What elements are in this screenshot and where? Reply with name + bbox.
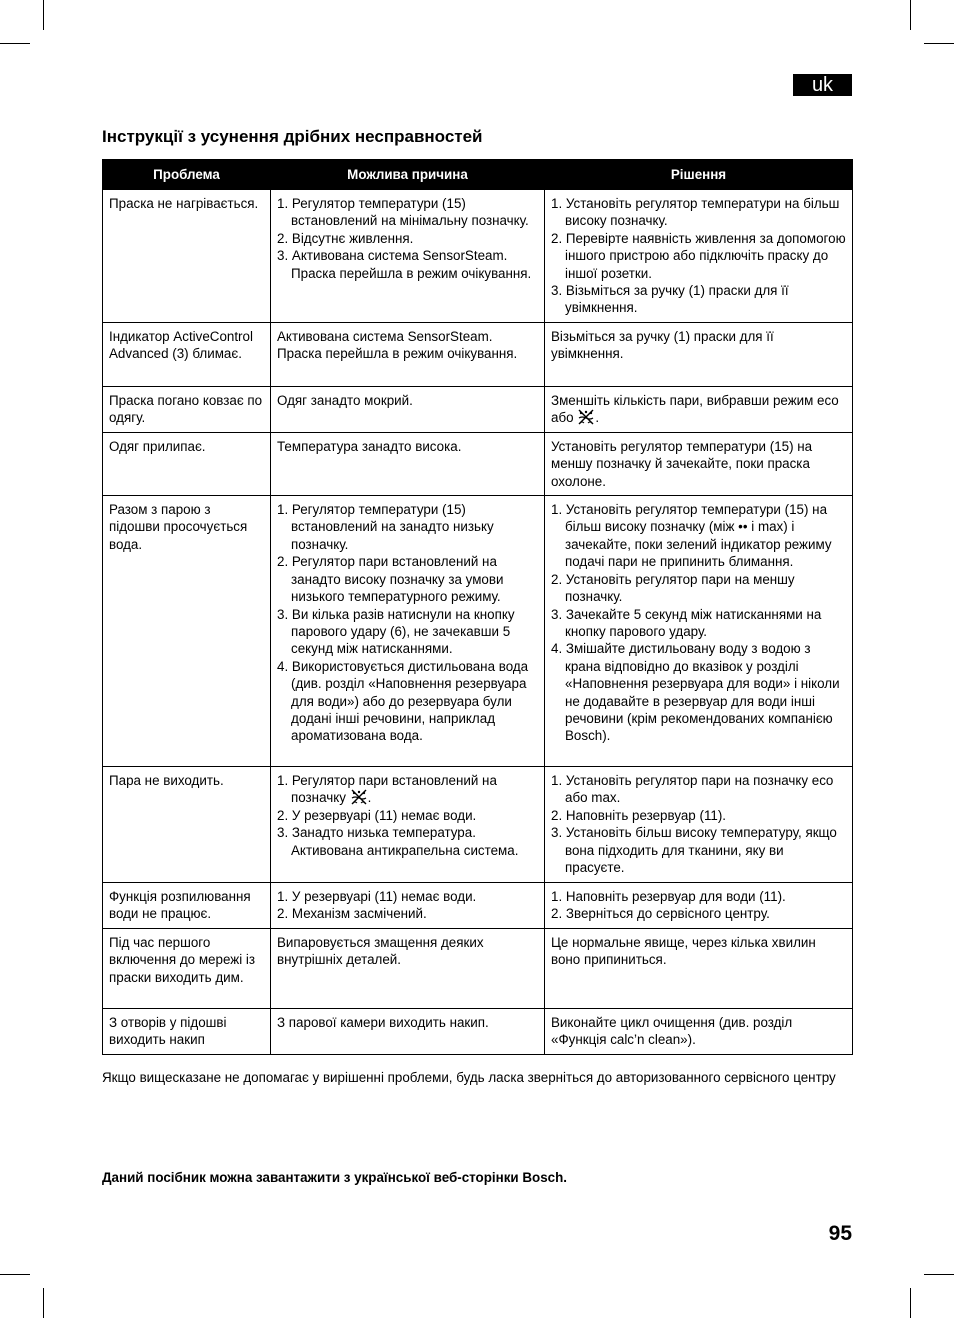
cause-cell: Температура занадто висока. xyxy=(271,432,545,495)
cause-list xyxy=(277,888,538,923)
cause-cell xyxy=(271,190,545,323)
cause-list xyxy=(277,195,538,282)
solution-text: Зменшіть кількість пари, вибравши режим eco або xyxy=(551,392,839,426)
solution-list xyxy=(551,501,846,745)
service-footnote: Якщо вищесказане не допомагає у вирішенні проблеми, будь ласка зверніться до авторизованного сервісного центру xyxy=(102,1070,836,1085)
solution-cell: Візьміться за ручку (1) праски для її увімкнення. xyxy=(545,322,853,386)
solution-cell: Виконайте цикл очищення (див. розділ «Функція calc’n clean»). xyxy=(545,1009,853,1055)
list-item: 2. Наповніть резервуар (11). xyxy=(551,807,727,823)
crossed-steam-icon xyxy=(350,789,368,805)
crop-mark xyxy=(924,1274,954,1275)
list-item: 1. Установіть регулятор температури на більш високу позначку. xyxy=(551,196,840,229)
list-item: 2. Установіть регулятор пари на меншу позначку. xyxy=(551,571,795,605)
column-header-solution: Рішення xyxy=(545,160,853,190)
list-item: 2. Регулятор пари встановлений на занадто високу позначку за умови низького температурного режиму. xyxy=(277,554,504,605)
solution-cell xyxy=(545,767,853,883)
list-item: 1. Регулятор температури (15) встановлений на занадто низьку позначку. xyxy=(277,502,494,552)
column-header-problem: Проблема xyxy=(103,160,271,190)
cause-cell xyxy=(271,496,545,767)
solution-cell: Це нормальне явище, через кілька хвилин воно припиниться. xyxy=(545,929,853,1009)
list-item xyxy=(277,772,538,807)
list-item: 3. Ви кілька разів натиснули на кнопку парового удару (6), не зачекавши 5 секунд між натисканнями. xyxy=(277,606,515,657)
table-header-row xyxy=(103,160,853,190)
problem-cell: Індикатор ActiveControl Advanced (3) блимає. xyxy=(103,322,271,386)
table-row xyxy=(103,883,853,929)
list-item: 3. Зачекайте 5 секунд між натисканнями на кнопку парового удару. xyxy=(551,606,822,639)
list-item: 3. Занадто низька температура. Активована антикрапельна система. xyxy=(277,825,519,858)
list-item: 1. Установіть регулятор пари на позначку eco або max. xyxy=(551,773,834,806)
solution-cell xyxy=(545,883,853,929)
cause-list xyxy=(277,772,538,859)
problem-cell: Пара не виходить. xyxy=(103,767,271,883)
list-item: 1. Наповніть резервуар для води (11). xyxy=(551,889,786,905)
list-item: 2. Відсутнє живлення. xyxy=(277,230,414,246)
list-item: 1. У резервуарі (11) немає води. xyxy=(277,889,477,905)
cause-cell: З парової камери виходить накип. xyxy=(271,1009,545,1055)
list-item: 2. Перевірте наявність живлення за допомогою іншого пристрою або підключіть праску до іншої розетки. xyxy=(551,230,846,281)
list-item: 3. Візьміться за ручку (1) праски для її увімкнення. xyxy=(551,283,789,316)
crop-mark xyxy=(924,43,954,44)
problem-cell: Праска погано ковзає по одягу. xyxy=(103,386,271,432)
crop-mark xyxy=(43,1288,44,1318)
page-number: 95 xyxy=(828,1222,852,1245)
list-item: 3. Активована система SensorSteam. Праска перейшла в режим очікування. xyxy=(277,248,532,281)
crop-mark xyxy=(0,43,30,44)
cause-cell xyxy=(271,883,545,929)
crop-mark xyxy=(910,1288,911,1318)
list-item: 4. Змішайте дистильовану воду з водою з крана відповідно до вказівок у розділі «Наповнення резервуара для води» і ніколи не додавайте в резервуар для води інші речовини (крім рекомендованих компанією Bosch). xyxy=(551,641,840,744)
solution-list xyxy=(551,772,846,876)
solution-list xyxy=(551,195,846,317)
crossed-steam-icon xyxy=(577,409,595,425)
list-item: 1. Установіть регулятор температури (15) на більш високу позначку (між •• і max) і зачекайте, поки зелений індикатор режиму подачі пари не припинить блимання. xyxy=(551,502,832,570)
crop-mark xyxy=(0,1274,30,1275)
cause-cell: Одяг занадто мокрий. xyxy=(271,386,545,432)
download-note: Даний посібник можна завантажити з української веб-сторінки Bosch. xyxy=(102,1170,567,1185)
language-badge: uk xyxy=(793,74,852,96)
cause-cell: Випаровується змащення деяких внутрішніх деталей. xyxy=(271,929,545,1009)
cause-cell xyxy=(271,767,545,883)
cause-list xyxy=(277,501,538,745)
table-row xyxy=(103,929,853,1009)
solution-cell xyxy=(545,386,853,432)
table-row xyxy=(103,1009,853,1055)
solution-cell xyxy=(545,496,853,767)
table-row xyxy=(103,190,853,323)
page-title: Інструкції з усунення дрібних несправностей xyxy=(102,127,483,146)
crop-mark xyxy=(910,0,911,30)
table-row xyxy=(103,322,853,386)
list-item: 2. Зверніться до сервісного центру. xyxy=(551,906,770,922)
cause-text-end: . xyxy=(367,790,372,806)
list-item: 1. Регулятор температури (15) встановлений на мінімальну позначку. xyxy=(277,196,529,229)
troubleshooting-table xyxy=(102,159,853,1055)
cause-text: 1. Регулятор пари встановлений на позначку xyxy=(277,773,497,806)
list-item: 4. Використовується дистильована вода (див. розділ «Наповнення резервуара для води») або до резервуара були додані інші речовини, наприклад ароматизована вода. xyxy=(277,658,529,744)
table-row xyxy=(103,386,853,432)
problem-cell: Одяг прилипає. xyxy=(103,432,271,495)
list-item: 2. Механізм засмічений. xyxy=(277,906,427,922)
solution-cell: Установіть регулятор температури (15) на меншу позначку й зачекайте, поки праска охолоне. xyxy=(545,432,853,495)
solution-cell xyxy=(545,190,853,323)
problem-cell: Під час першого включення до мережі із праски виходить дим. xyxy=(103,929,271,1009)
column-header-cause: Можлива причина xyxy=(271,160,545,190)
cause-cell: Активована система SensorSteam. Праска перейшла в режим очікування. xyxy=(271,322,545,386)
list-item: 3. Установіть більш високу температуру, якщо вона підходить для тканини, яку ви прасуєте. xyxy=(551,825,837,876)
problem-cell: З отворів у підошві виходить накип xyxy=(103,1009,271,1055)
table-row xyxy=(103,496,853,767)
solution-text-end: . xyxy=(595,410,600,426)
problem-cell: Праска не нагрівається. xyxy=(103,190,271,323)
crop-mark xyxy=(43,0,44,30)
problem-cell: Разом з парою з підошви просочується вода. xyxy=(103,496,271,767)
list-item: 2. У резервуарі (11) немає води. xyxy=(277,807,477,823)
problem-cell: Функція розпилювання води не працює. xyxy=(103,883,271,929)
table-row xyxy=(103,432,853,495)
solution-list xyxy=(551,888,846,923)
table-row xyxy=(103,767,853,883)
